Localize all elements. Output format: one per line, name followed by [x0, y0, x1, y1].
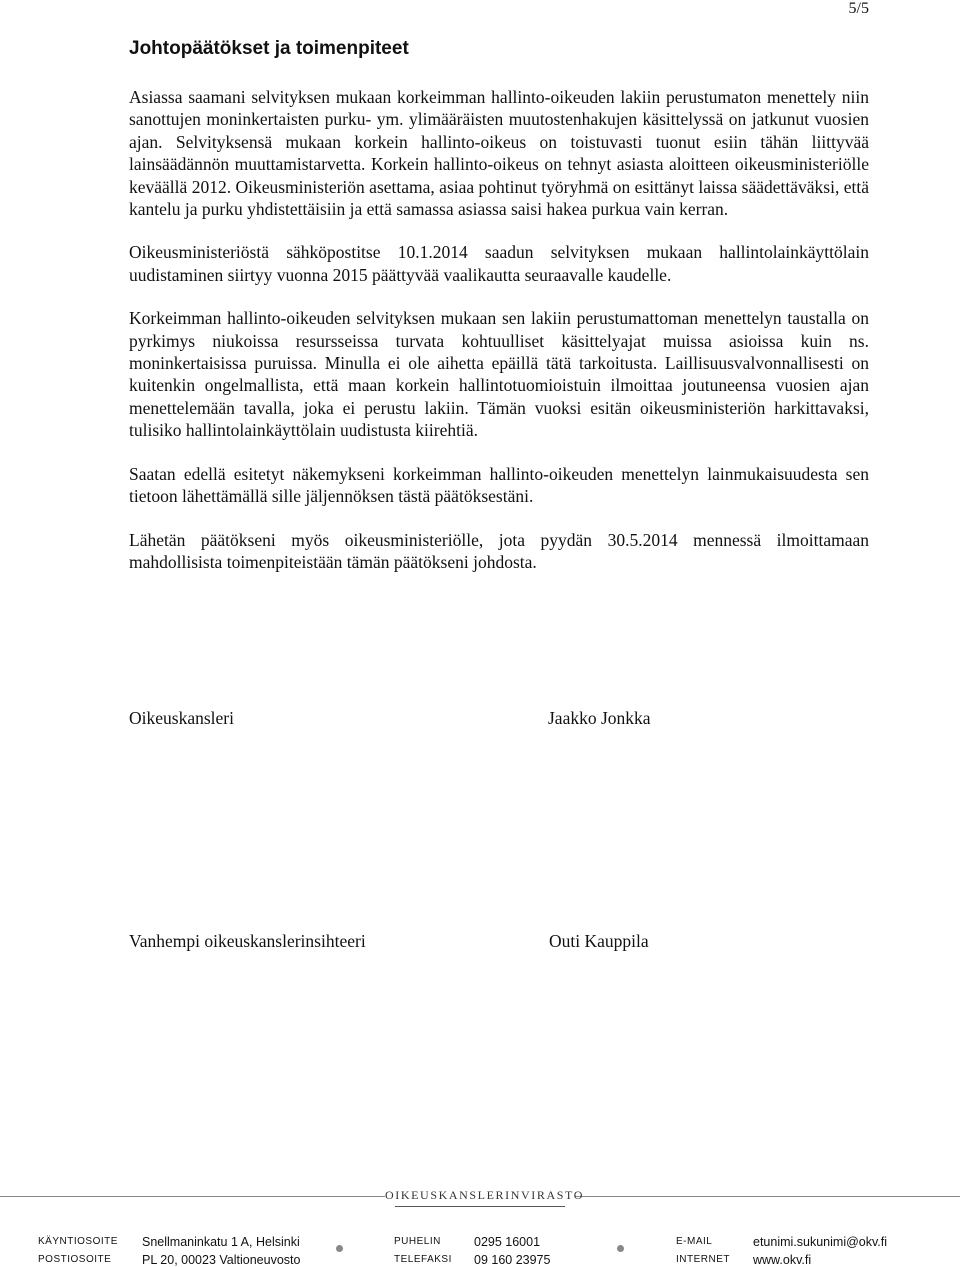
- fax-value: 09 160 23975: [474, 1253, 551, 1267]
- post-address-value: PL 20, 00023 Valtioneuvosto: [142, 1253, 301, 1267]
- document-body: [129, 86, 869, 594]
- agency-underline: [395, 1206, 565, 1207]
- visit-address-value: Snellmaninkatu 1 A, Helsinki: [142, 1235, 300, 1249]
- signature-name-1: Jaakko Jonkka: [548, 708, 651, 728]
- phone-label: PUHELIN: [394, 1236, 441, 1247]
- post-address-label: POSTIOSOITE: [38, 1254, 112, 1265]
- paragraph-2: Oikeusministeriöstä sähköpostitse 10.1.2014 saadun selvityksen mukaan hallintolainkäyttölain uudistaminen siirtyy vuonna 2015 päättyvää vaalikautta seuraavalle kaudelle.: [129, 242, 869, 285]
- fax-label: TELEFAKSI: [394, 1254, 452, 1265]
- paragraph-1: Asiassa saamani selvityksen mukaan korkeimman hallinto-oikeuden lakiin perustumaton menettely niin sanottujen moninkertaisten purku- ym. ylimääräisten muutostenhakujen käsittelyssä on jatkunut vuosien ajan. Selvityksensä mukaan korkein hallinto-oikeus on toistuvasti tuonut esiin tähän liittyvää lainsäädännön muuttamistarvetta. Korkein hallinto-oikeus on tehnyt asiasta aloitteen oikeusministeriölle keväällä 2012. Oikeusministeriön asettama, asiaa pohtinut työryhmä on esittänyt laissa säädettäväksi, että kantelu ja purku yhdistettäisiin ja että samassa asiassa saisi hakea purkua vain kerran.: [129, 87, 869, 220]
- signature-title-2: Vanhempi oikeuskanslerinsihteeri: [129, 931, 366, 951]
- agency-name: OIKEUSKANSLERINVIRASTO: [385, 1188, 584, 1202]
- paragraph-5: Lähetän päätökseni myös oikeusministeriölle, jota pyydän 30.5.2014 mennessä ilmoittamaan mahdollisista toimenpiteistään tämän päätökseni johdosta.: [129, 529, 869, 572]
- bullet-dot-icon: [336, 1245, 343, 1252]
- page-number: 5/5: [848, 0, 869, 17]
- email-label: E-MAIL: [676, 1236, 713, 1247]
- phone-value: 0295 16001: [474, 1235, 541, 1249]
- paragraph-3: Korkeimman hallinto-oikeuden selvityksen mukaan sen lakiin perustumattoman menettelyn taustalla on pyrkimys niukoissa resursseissa turvata kohtuulliset käsittelyajat muissa asioissa kuin ns. moninkertaisissa puruissa. Minulla ei ole aihetta epäillä tätä tarkoitusta. Laillisuusvalvonnallisesti on kuitenkin ongelmallista, että maan korkein hallintotuomioistuin ilmoittaa joutuneensa vuosien ajan menettelemään tavalla, joka ei perustu lakiin. Tämän vuoksi esitän oikeusministeriön harkittavaksi, tulisiko hallintolainkäyttölain uudistusta kiirehtiä.: [129, 308, 869, 441]
- visit-address-label: KÄYNTIOSOITE: [38, 1236, 118, 1247]
- signature-name-2: Outi Kauppila: [549, 931, 649, 951]
- paragraph-4: Saatan edellä esitetyt näkemykseni korkeimman hallinto-oikeuden menettelyn lainmukaisuudesta sen tietoon lähettämällä sille jäljennöksen tästä päätöksestäni.: [129, 463, 869, 507]
- email-value: etunimi.sukunimi@okv.fi: [753, 1235, 888, 1249]
- internet-value: www.okv.fi: [753, 1253, 812, 1267]
- internet-label: INTERNET: [676, 1254, 730, 1265]
- section-heading: Johtopäätökset ja toimenpiteet: [129, 38, 409, 59]
- signature-title-1: Oikeuskansleri: [129, 708, 234, 728]
- bullet-dot-icon: [617, 1245, 624, 1252]
